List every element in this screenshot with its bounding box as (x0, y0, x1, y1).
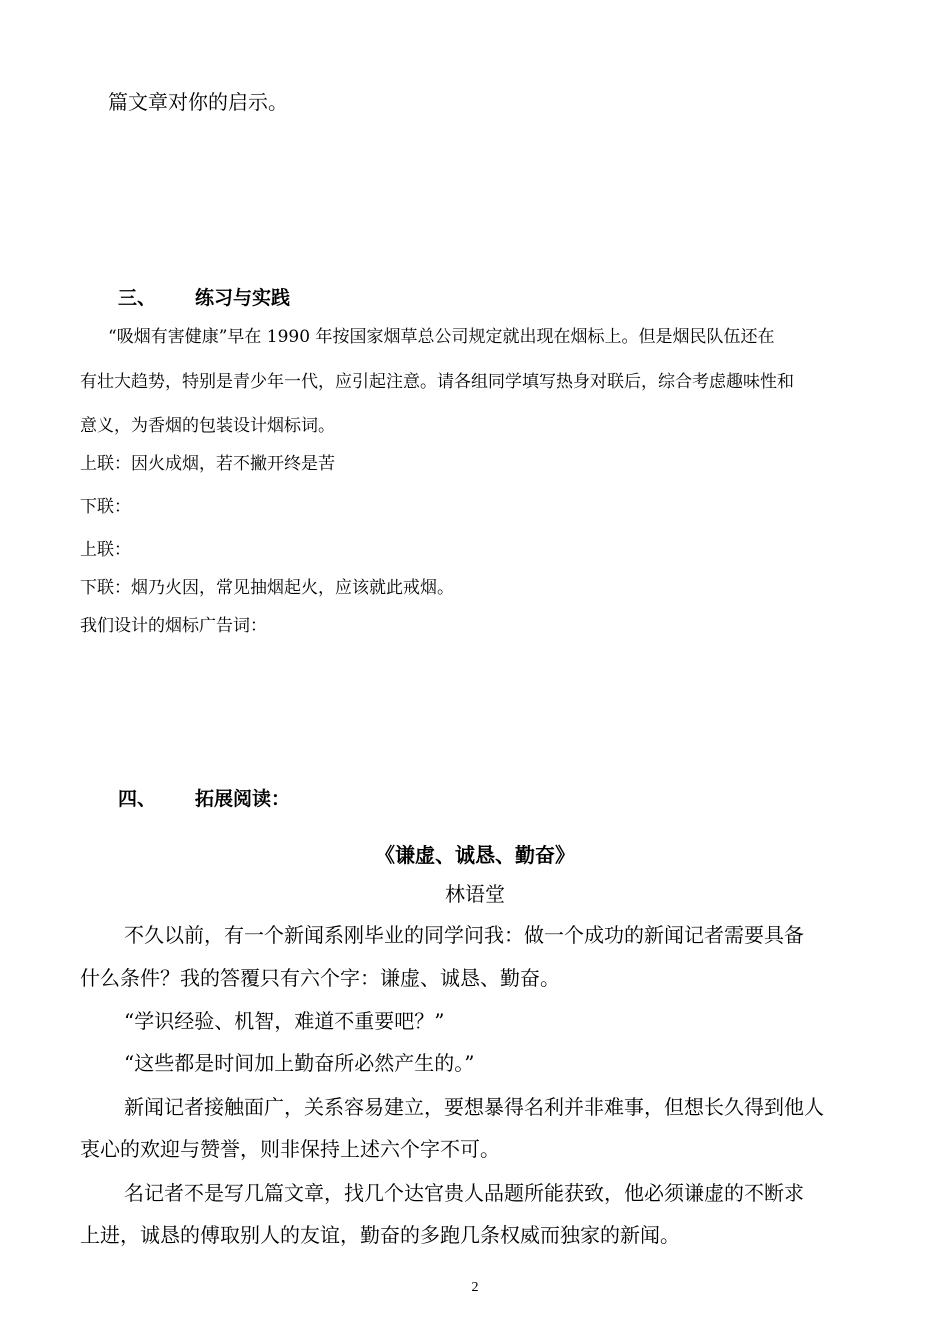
article-line-2: 什么条件？我的答覆只有六个字：谦虚、诚恳、勤奋。 (80, 966, 560, 990)
article-author: 林语堂 (445, 882, 505, 906)
couplet2-lower: 下联：烟乃火因，常见抽烟起火，应该就此戒烟。 (80, 578, 454, 598)
article-line-7: 名记者不是写几篇文章，找几个达官贵人品题所能获致，他必须谦虚的不断求 (124, 1181, 804, 1205)
section3-number: 三、 (118, 287, 157, 309)
page-number: 2 (471, 1280, 479, 1295)
section4-number: 四、 (118, 788, 157, 810)
article-line-5: 新闻记者接触面广，关系容易建立，要想暴得名利并非难事，但想长久得到他人 (124, 1095, 824, 1119)
couplet1-upper: 上联：因火成烟，若不撇开终是苦 (80, 454, 335, 474)
section3-intro-line-2: 有壮大趋势，特别是青少年一代，应引起注意。请各组同学填写热身对联后，综合考虑趣味性和 (80, 372, 794, 392)
continued-fragment: 篇文章对你的启示。 (108, 90, 288, 114)
design-prompt: 我们设计的烟标广告词： (80, 616, 267, 636)
couplet2-upper: 上联： (80, 540, 131, 560)
article-line-3: “学识经验、机智，难道不重要吧？” (124, 1009, 445, 1033)
section3-intro-line-3: 意义，为香烟的包装设计烟标词。 (80, 416, 335, 436)
article-line-4: “这些都是时间加上勤奋所必然产生的。” (124, 1051, 475, 1075)
section3-title: 练习与实践 (195, 287, 291, 309)
article-line-8: 上进，诚恳的傅取别人的友谊，勤奋的多跑几条权威而独家的新闻。 (80, 1223, 680, 1247)
section3-intro-line-1: “吸烟有害健康”早在 1990 年按国家烟草总公司规定就出现在烟标上。但是烟民队伍还在 (108, 327, 775, 347)
section4-title: 拓展阅读： (195, 788, 291, 810)
couplet1-lower: 下联： (80, 497, 131, 517)
article-title: 《谦虚、诚恳、勤奋》 (375, 843, 575, 867)
article-line-6: 衷心的欢迎与赞誉，则非保持上述六个字不可。 (80, 1137, 500, 1161)
article-line-1: 不久以前，有一个新闻系刚毕业的同学问我：做一个成功的新闻记者需要具备 (124, 923, 804, 947)
